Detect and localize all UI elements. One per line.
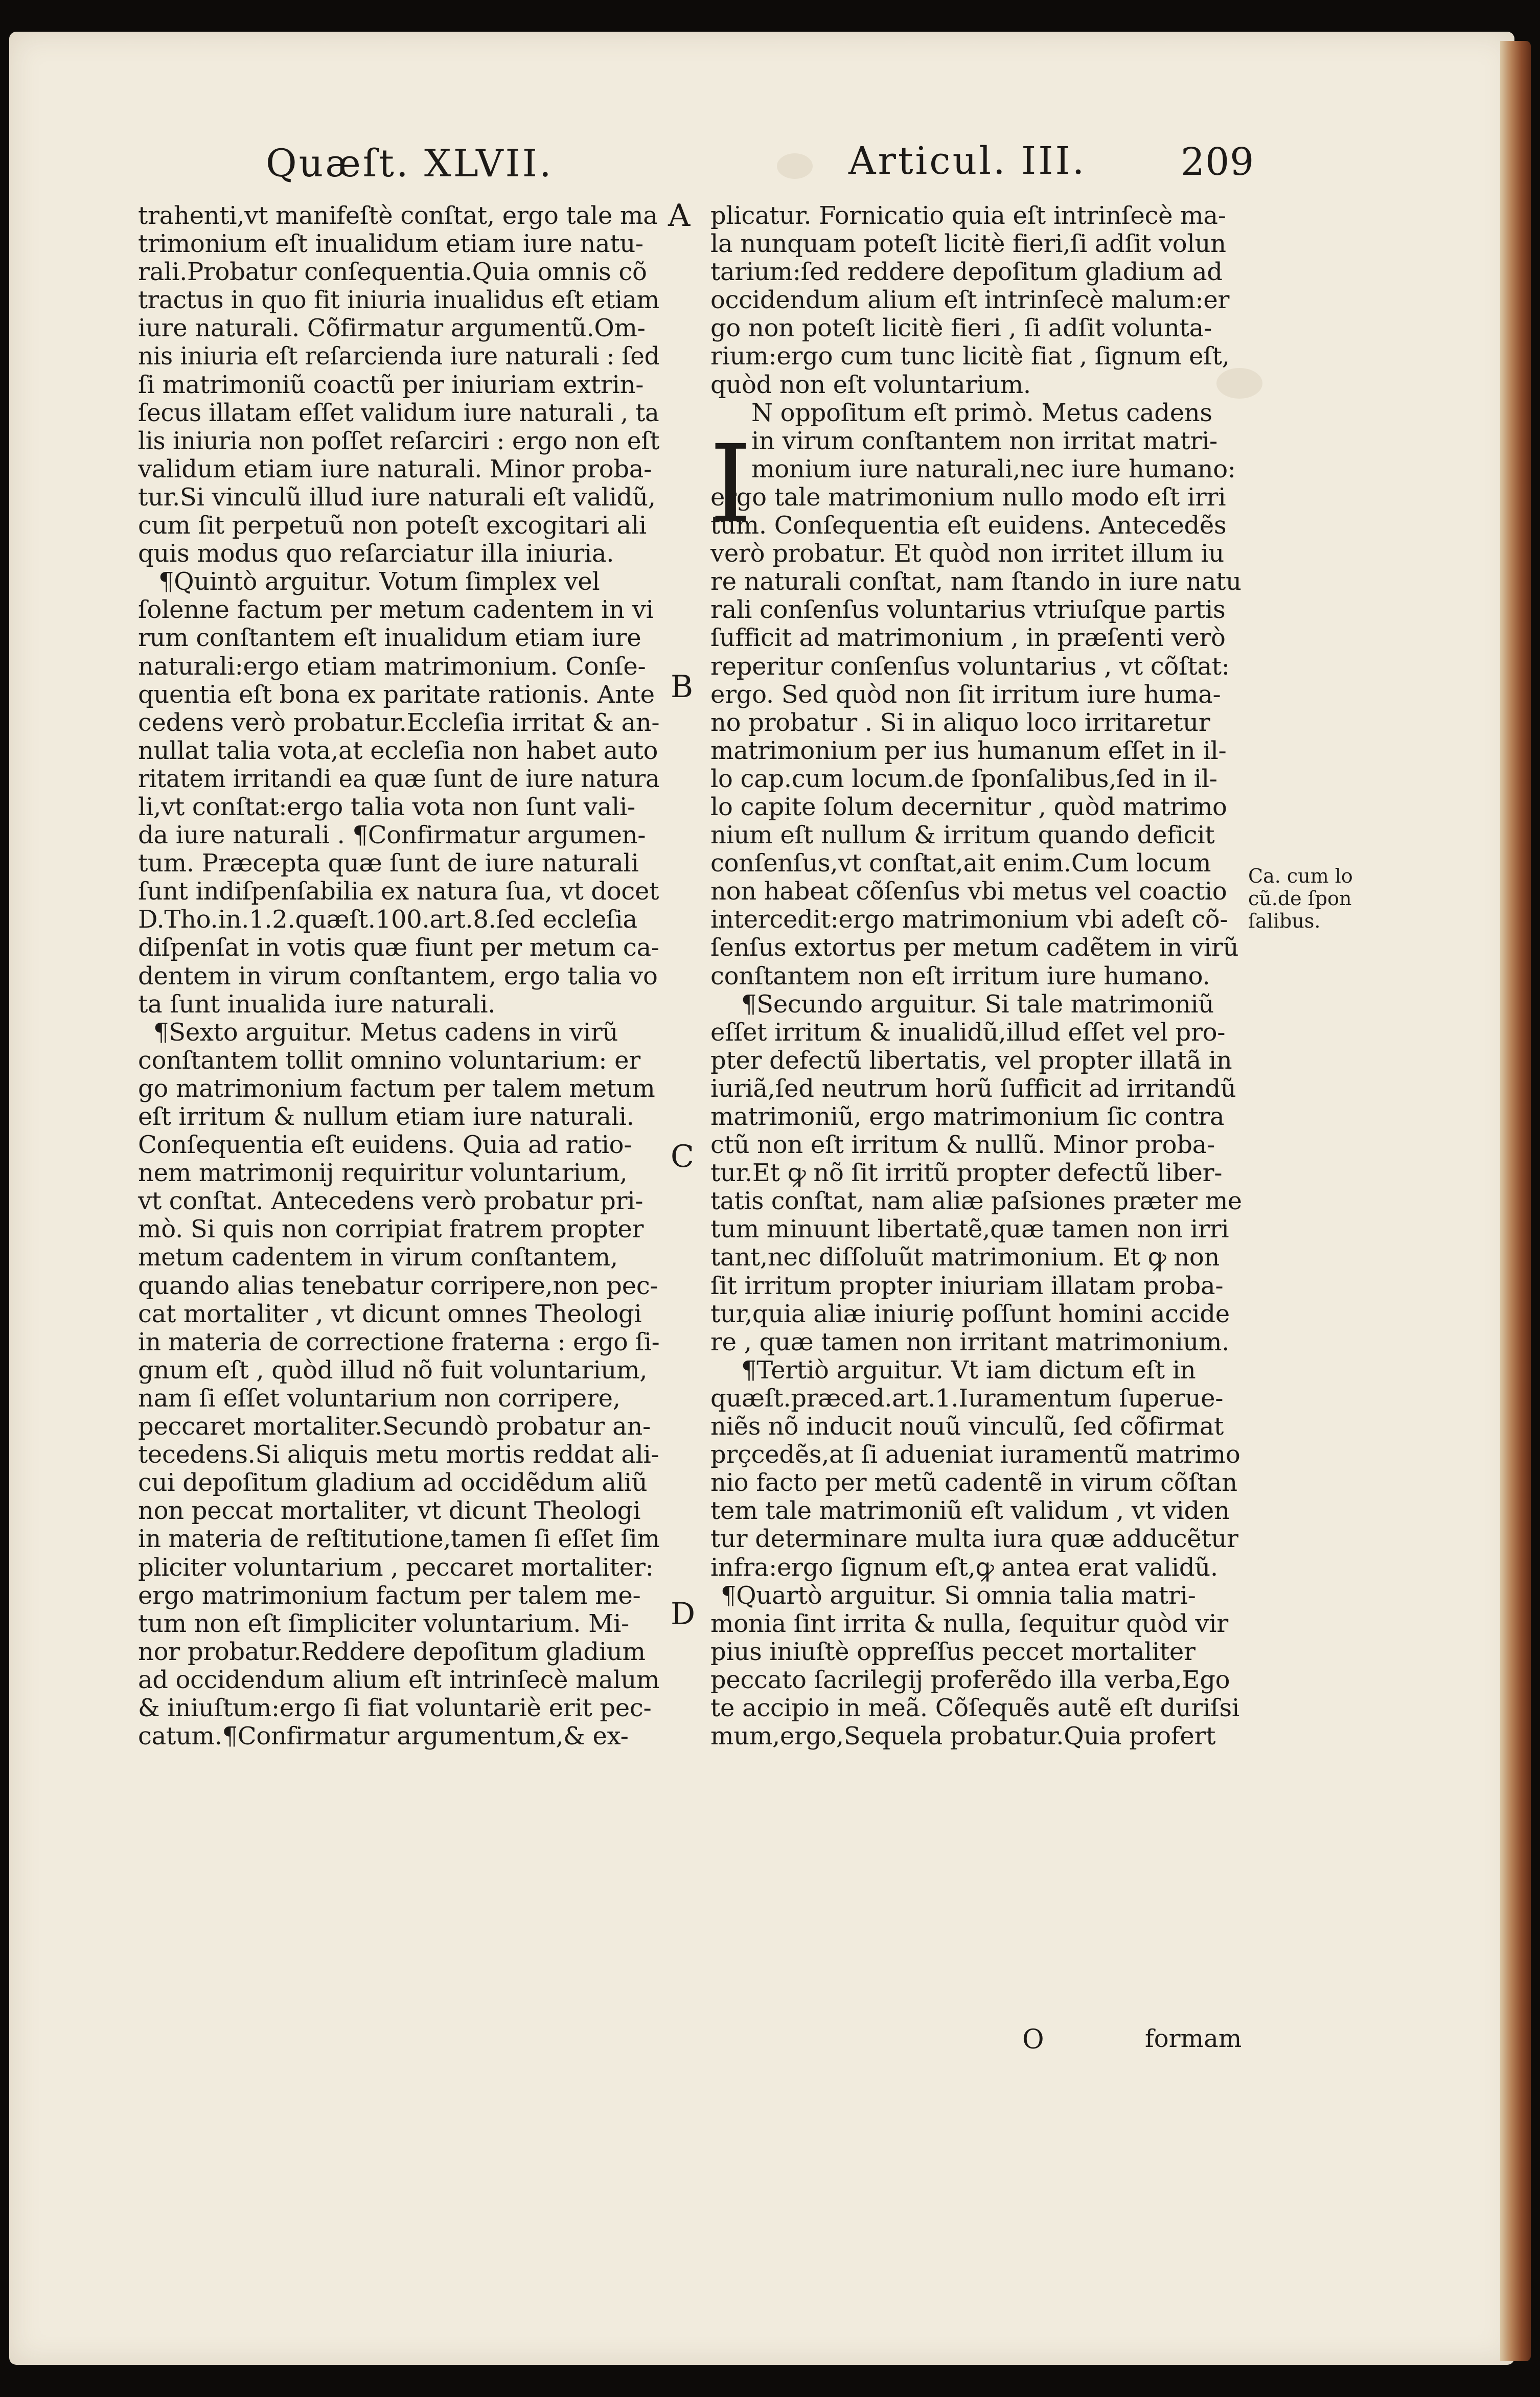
left-column-line: ta ſunt inualida iure naturali. [138,989,496,1019]
right-column-line: ¶Quartò arguitur. Si omnia talia matri- [721,1581,1196,1610]
right-column-line: mum,ergo,Sequela probatur.Quia profert [710,1722,1216,1751]
left-column-line: iure naturali. Cõfirmatur argumentũ.Om- [138,314,646,343]
left-column-line: ritatem irritandi ea quæ ſunt de iure natura [138,764,660,793]
right-column-line: re naturali conſtat, nam ſtando in iure natu [710,567,1242,596]
right-column-line: te accipio in meã. Cõſequẽs autẽ eſt duriſsi [710,1693,1239,1722]
left-column-line: tur.Si vinculũ illud iure naturali eſt validũ, [138,482,656,512]
left-column-line: lis iniuria non poſſet reſarciri : ergo non eſt [138,426,660,455]
left-column-line: go matrimonium factum per talem metum [138,1074,655,1103]
left-column-line: ſunt indiſpenſabilia ex natura ſua, vt docet [138,877,659,906]
page-number: 209 [1181,140,1255,184]
left-column-line: cum ſit perpetuũ non poteſt excogitari ali [138,511,647,540]
left-column-line: nis iniuria eſt reſarcienda iure naturali : ſed [138,342,660,371]
left-column-line: nem matrimonij requiritur voluntarium, [138,1159,628,1188]
left-column-line: ſi matrimoniũ coactũ per iniuriam extrin- [138,370,644,399]
right-column-line: tem tale matrimoniũ eſt validum , vt viden [710,1496,1230,1526]
left-column-line: Conſequentia eſt euidens. Quia ad ratio- [138,1131,632,1160]
left-column-line: & iniuſtum:ergo ſi fiat voluntariè erit pec- [138,1693,652,1722]
left-column-line: rum conſtantem eſt inualidum etiam iure [138,624,641,653]
right-column-line: niẽs nõ inducit nouũ vinculũ, ſed cõfirmat [710,1412,1224,1441]
paper-stain [777,153,813,179]
right-column-line: prçcedẽs,at ſi adueniat iuramentũ matrimo [710,1440,1240,1469]
catchword: formam [1145,2024,1242,2053]
right-column-line: tum. Conſequentia eſt euidens. Antecedẽs [710,511,1227,540]
left-column-line: ¶Quintò arguitur. Votum ſimplex vel [158,567,600,596]
left-column-line: diſpenſat in votis quæ fiunt per metum ca- [138,933,659,962]
left-column-line: tractus in quo fit iniuria inualidus eſt etiam [138,286,659,315]
right-column-line: N oppoſitum eſt primò. Metus cadens [751,398,1212,427]
right-column-line: pter defectũ libertatis, vel propter illatã in [710,1046,1232,1075]
left-column-line: dentem in virum conſtantem, ergo talia vo [138,961,658,990]
signature-mark: O [1022,2024,1044,2055]
right-column-line: ſenſus extortus per metum cadẽtem in virũ [710,933,1239,962]
left-column-line: in materia de reſtitutione,tamen ſi eſſet ſim [138,1525,660,1554]
margin-note-line: ſalibus. [1248,910,1321,932]
right-column-line: non habeat cõſenſus vbi metus vel coactio [710,877,1227,906]
left-column-line: cui depoſitum gladium ad occidẽdum aliũ [138,1468,648,1497]
right-column-line: ctũ non eſt irritum & nullũ. Minor proba- [710,1131,1215,1160]
margin-note-line: Ca. cum lo [1248,865,1353,887]
right-column-line: conſenſus,vt conſtat,ait enim.Cum locum [710,849,1211,878]
right-column-line: la nunquam poteſt licitè fieri,ſi adſit volun [710,229,1226,259]
right-column-line: pius iniuſtè oppreſſus peccet mortaliter [710,1637,1196,1666]
left-column-line: peccaret mortaliter.Secundò probatur an- [138,1412,651,1441]
left-column-line: pliciter voluntarium , peccaret mortaliter: [138,1553,654,1582]
left-column-line: cat mortaliter , vt dicunt omnes Theologi [138,1299,642,1328]
right-column-line: eſſet irritum & inualidũ,illud eſſet vel pro- [710,1018,1226,1047]
left-column-line: tum. Præcepta quæ ſunt de iure naturali [138,849,639,878]
running-head-left: Quæſt. XLVII. [266,142,554,186]
section-marker-b: B [671,669,694,705]
left-column-line: ergo matrimonium factum per talem me- [138,1581,641,1610]
right-column-line: quæſt.præced.art.1.Iuramentum ſuperue- [710,1384,1224,1413]
right-column-line: tum minuunt libertatẽ,quæ tamen non irri [710,1215,1229,1244]
page-edge [1500,41,1531,2361]
right-column-line: ¶Secundo arguitur. Si tale matrimoniũ [741,989,1214,1019]
left-column-line: quando alias tenebatur corripere,non pec- [138,1271,658,1300]
right-column-line: lo cap.cum locum.de ſponſalibus,ſed in il- [710,764,1217,793]
drop-cap: I [709,422,752,547]
left-column-line: quis modus quo reſarciatur illa iniuria. [138,539,614,568]
margin-note [1248,865,1353,932]
right-column-line: verò probatur. Et quòd non irritet illum iu [710,539,1224,568]
left-column-line: catum.¶Confirmatur argumentum,& ex- [138,1722,629,1751]
right-column-line: peccato ſacrilegij proferẽdo illa verba,Ego [710,1665,1230,1694]
left-column-line: conſtantem tollit omnino voluntarium: er [138,1046,640,1075]
right-column-line: rium:ergo cum tunc licitè fiat , ſignum eſt, [710,342,1230,371]
right-column-line: matrimoniũ, ergo matrimonium ſic contra [710,1102,1225,1131]
right-column-line: ergo tale matrimonium nullo modo eſt irri [710,482,1226,512]
left-column-line: cedens verò probatur.Eccleſia irritat & an- [138,708,660,737]
right-column-line: ſit irritum propter iniuriam illatam proba- [710,1271,1224,1300]
left-column-line: nullat talia vota,at eccleſia non habet auto [138,736,658,765]
right-column-line: reperitur conſenſus voluntarius , vt cõſtat: [710,652,1230,681]
left-column-line: eſt irritum & nullum etiam iure naturali. [138,1102,634,1131]
right-column-line: in virum conſtantem non irritat matri- [751,426,1217,455]
left-column-line: naturali:ergo etiam matrimonium. Conſe- [138,652,646,681]
left-column-line: metum cadentem in virum conſtantem, [138,1243,618,1272]
right-column-line: conſtantem non eſt irritum iure humano. [710,961,1210,990]
right-column-line: tarium:ſed reddere depoſitum gladium ad [710,258,1223,287]
right-column-line: tant,nec diſſoluũt matrimonium. Et ꝙ non [710,1243,1220,1272]
right-column-line: lo capite ſolum decernitur , quòd matrimo [710,792,1227,821]
right-column [710,202,1242,1750]
right-column-line: nio facto per metũ cadentẽ in virum cõſtan [710,1468,1237,1497]
left-column-line: ad occidendum alium eſt intrinſecè malum [138,1665,660,1694]
left-column-line: vt conſtat. Antecedens verò probatur pri- [138,1187,643,1216]
right-column-line: matrimonium per ius humanum eſſet in il- [710,736,1227,765]
left-column-line: li,vt conſtat:ergo talia vota non ſunt vali- [138,792,635,821]
left-column [138,202,659,1750]
left-column-line: ſecus illatam eſſet validum iure naturali , ta [138,398,659,427]
right-column-line: plicatur. Fornicatio quia eſt intrinſecè ma- [710,201,1226,230]
left-column-line: mò. Si quis non corripiat fratrem propter [138,1215,644,1244]
right-column-line: tur determinare multa iura quæ adducẽtur [710,1525,1238,1554]
right-column-line: iuriã,ſed neutrum horũ ſufficit ad irritandũ [710,1074,1236,1103]
section-marker-c: C [671,1139,694,1174]
right-column-line: tur,quia aliæ iniuriȩ poſſunt homini accide [710,1299,1230,1328]
right-column-line: ſufficit ad matrimonium , in præſenti verò [710,624,1226,653]
right-column-line: rali conſenſus voluntarius vtriuſque partis [710,595,1226,625]
right-column-line: tatis conſtat, nam aliæ paſsiones præter me [710,1187,1242,1216]
right-column-line: intercedit:ergo matrimonium vbi adeſt cõ- [710,905,1228,934]
left-column-line: ſolenne factum per metum cadentem in vi [138,595,654,625]
right-column-line: nium eſt nullum & irritum quando deficit [710,821,1215,850]
left-column-line: validum etiam iure naturali. Minor proba- [138,454,652,483]
margin-note-line: cũ.de ſpon [1248,887,1352,910]
section-marker-d: D [671,1596,696,1632]
left-column-line: nam ſi eſſet voluntarium non corripere, [138,1384,620,1413]
left-column-line: tum non eſt ſimpliciter voluntarium. Mi- [138,1609,629,1638]
right-column-line: tur.Et ꝙ nõ ſit irritũ propter defectũ liber- [710,1159,1223,1188]
right-column-line: go non poteſt licitè fieri , ſi adſit volunta- [710,314,1212,343]
left-column-line: trahenti,vt manifeſtè conſtat, ergo tale ma [138,201,658,230]
left-column-line: rali.Probatur conſequentia.Quia omnis cõ [138,258,647,287]
left-column-line: in materia de correctione fraterna : ergo ſi- [138,1327,660,1356]
left-column-line: non peccat mortaliter, vt dicunt Theologi [138,1496,641,1526]
running-head-center: Articul. III. [848,139,1087,183]
left-column-line: gnum eſt , quòd illud nõ fuit voluntarium, [138,1355,648,1385]
right-column-line: ¶Tertiò arguitur. Vt iam dictum eſt in [741,1355,1196,1385]
left-column-line: da iure naturali . ¶Confirmatur argumen- [138,821,646,850]
right-column-line: monia ſint irrita & nulla, ſequitur quòd vir [710,1609,1228,1638]
left-column-line: D.Tho.in.1.2.quæſt.100.art.8.ſed eccleſia [138,905,637,934]
left-column-line: ¶Sexto arguitur. Metus cadens in virũ [153,1018,618,1047]
right-column-line: occidendum alium eſt intrinſecè malum:er [710,286,1230,315]
left-column-line: quentia eſt bona ex paritate rationis. Ante [138,680,655,709]
section-marker-a: A [668,198,691,234]
right-column-line: ergo. Sed quòd non ſit irritum iure huma- [710,680,1221,709]
right-column-line: quòd non eſt voluntarium. [710,370,1031,399]
left-column-line: trimonium eſt inualidum etiam iure natu- [138,229,643,259]
right-column-line: monium iure naturali,nec iure humano: [751,454,1236,483]
left-column-line: nor probatur.Reddere depoſitum gladium [138,1637,646,1666]
right-column-line: re , quæ tamen non irritant matrimonium. [710,1327,1230,1356]
right-column-line: no probatur . Si in aliquo loco irritaretur [710,708,1210,737]
left-column-line: tecedens.Si aliquis metu mortis reddat ali- [138,1440,659,1469]
right-column-line: infra:ergo ſignum eſt,ꝙ antea erat validũ. [710,1553,1218,1582]
